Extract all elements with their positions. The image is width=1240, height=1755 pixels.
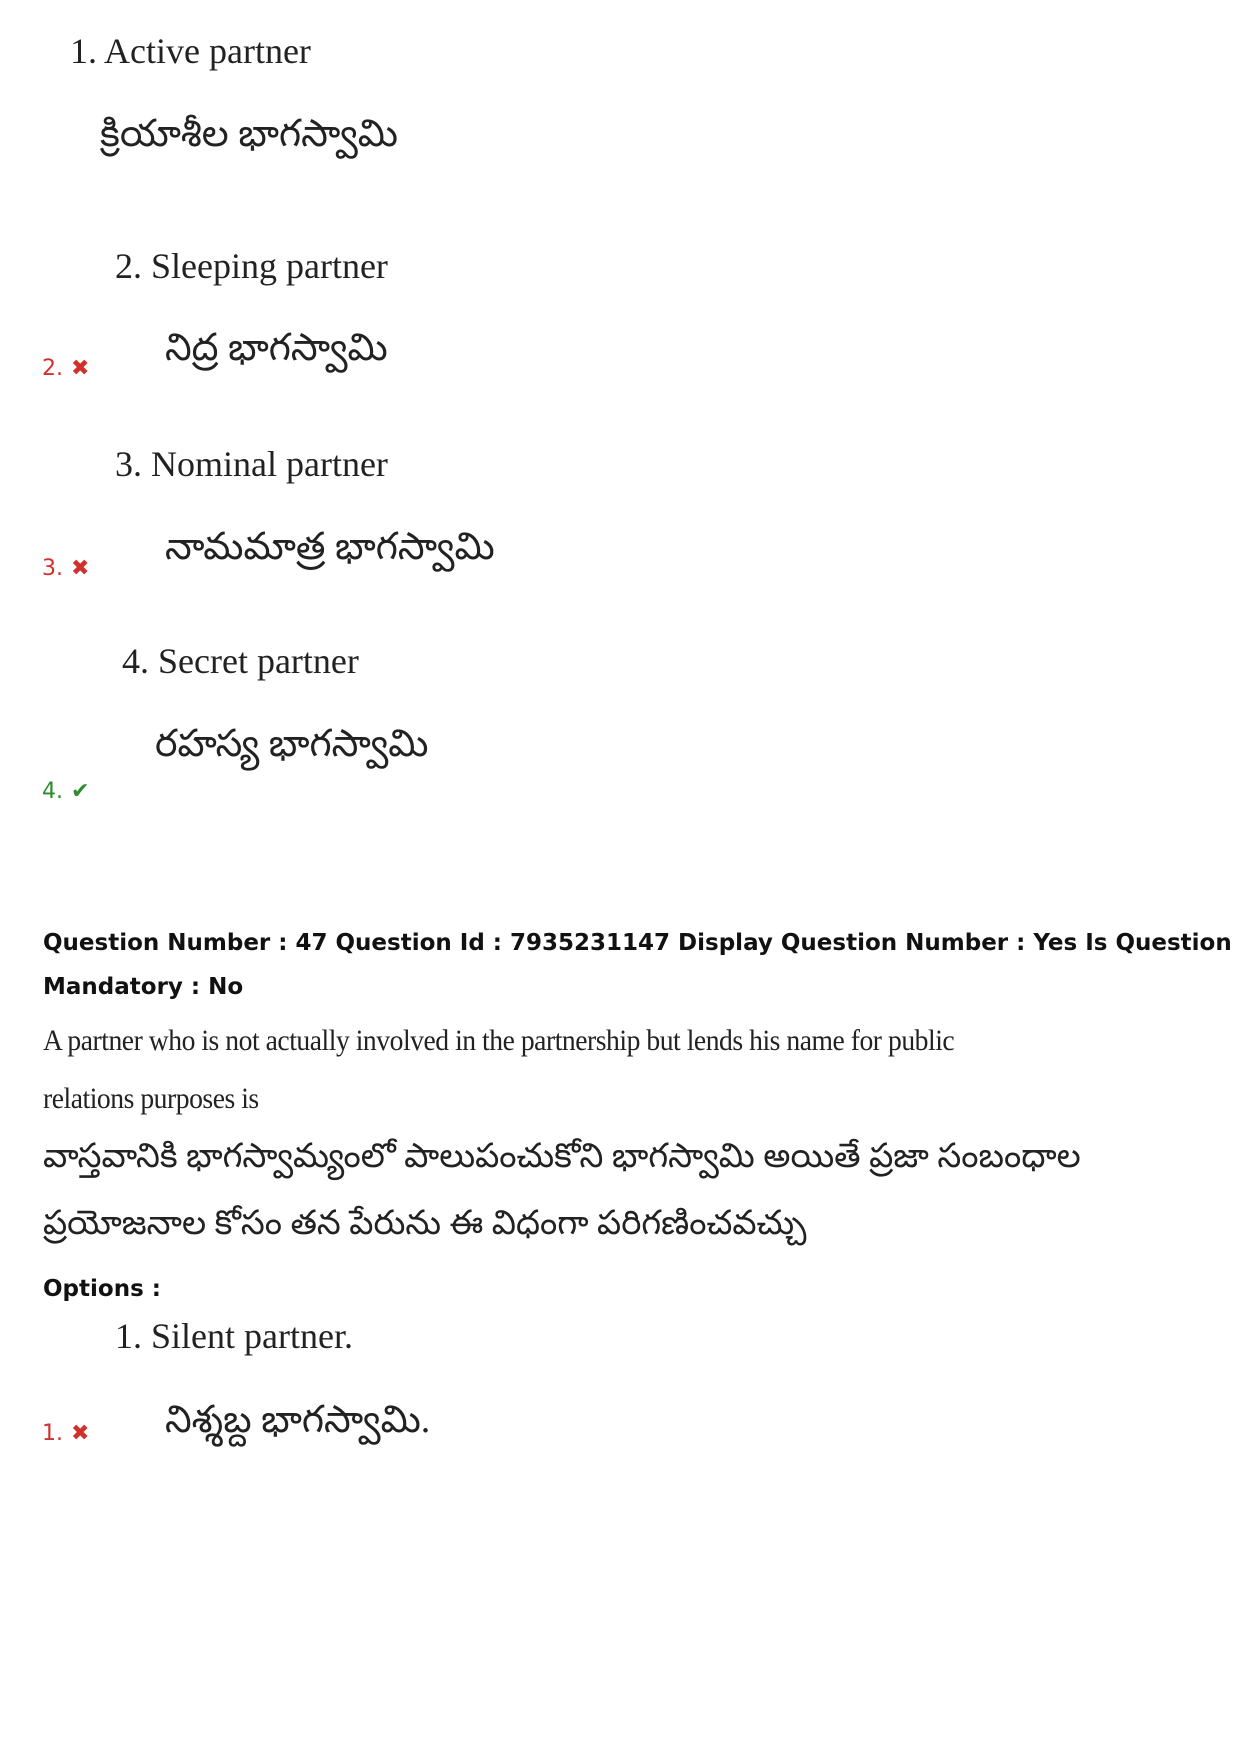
option-2-marker (42, 356, 89, 381)
option-1-telugu: క్రియాశీల భాగస్వామి (100, 113, 398, 155)
question-text-te-line1: వాస్తవానికి భాగస్వామ్యంలో పాలుపంచుకోని భాగస్వామి అయితే ప్రజా సంబంధాల (43, 1138, 1081, 1175)
option-4-telugu: రహస్య భాగస్వామి (155, 723, 429, 765)
option-1-english: 1. Active partner (70, 31, 311, 71)
question-text-te-line2: ప్రయోజనాల కోసం తన పేరును ఈ విధంగా పరిగణించవచ్చు (43, 1205, 807, 1242)
option-number: 3. (42, 556, 63, 581)
question-text-en-line2: relations purposes is (43, 1082, 259, 1115)
question-meta-line1: Question Number : 47 Question Id : 7935231147 Display Question Number : Yes Is Question (43, 930, 1232, 956)
question-meta-line2: Mandatory : No (43, 974, 244, 1000)
option-number: 2. (42, 356, 63, 381)
q47-option-1-english: 1. Silent partner. (115, 1316, 353, 1356)
option-3-marker (42, 556, 89, 581)
wrong-cross-icon: ✖ (71, 356, 90, 381)
q47-option-1-telugu: నిశ్శబ్ద భాగస్వామి. (165, 1399, 431, 1441)
option-number: 1. (42, 1421, 63, 1446)
option-3-telugu: నామమాత్ర భాగస్వామి (165, 526, 495, 568)
question-text-en-line1: A partner who is not actually involved in the partnership but lends his name for public (43, 1024, 955, 1057)
option-3-english: 3. Nominal partner (115, 444, 388, 484)
option-2-english: 2. Sleeping partner (115, 246, 388, 286)
wrong-cross-icon: ✖ (71, 556, 90, 581)
option-2-telugu: నిద్ర భాగస్వామి (165, 327, 388, 369)
q47-option-1-marker (42, 1421, 89, 1446)
option-number: 4. (42, 779, 63, 804)
wrong-cross-icon: ✖ (71, 1421, 90, 1446)
option-4-marker (42, 779, 89, 804)
correct-check-icon: ✔ (71, 779, 90, 804)
options-label: Options : (43, 1276, 161, 1302)
option-4-english: 4. Secret partner (122, 641, 359, 681)
